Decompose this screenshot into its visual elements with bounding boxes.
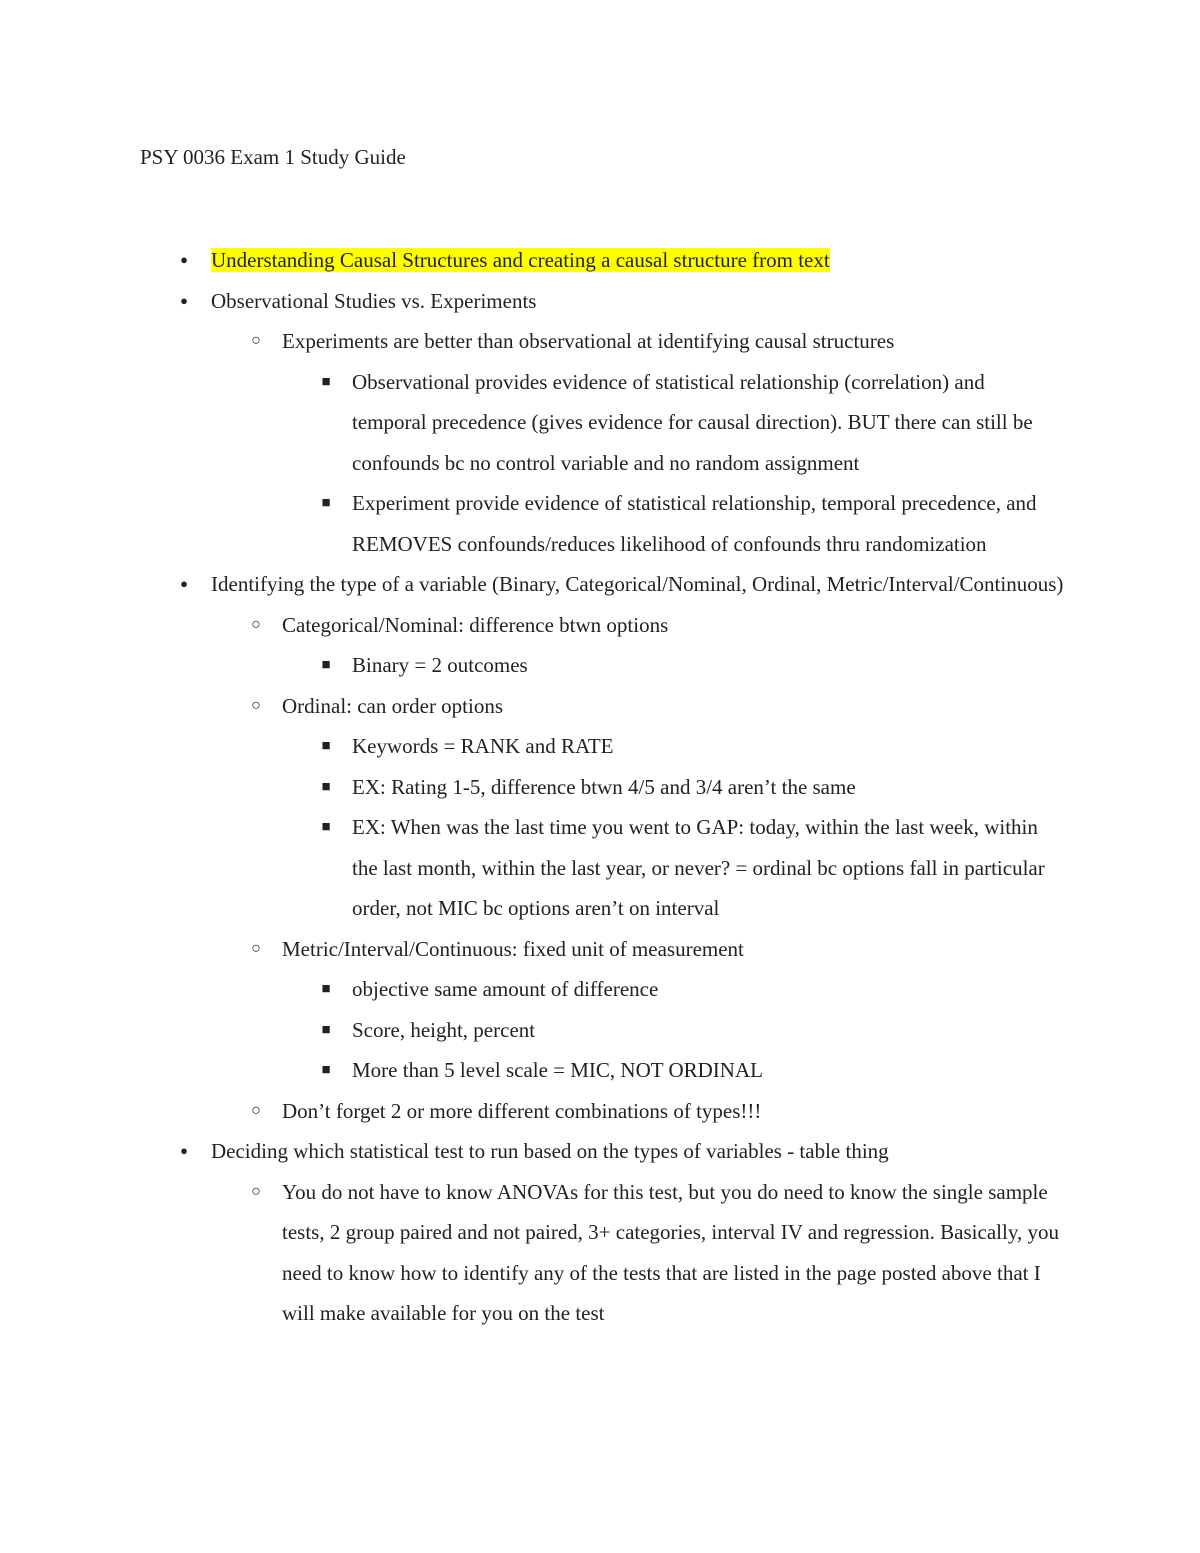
bullet-filled-circle-icon: ● (180, 292, 188, 308)
list-item-text: Deciding which statistical test to run based on the types of variables - table thing (211, 1139, 889, 1163)
list-item-text: EX: Rating 1-5, difference btwn 4/5 and 3/4 aren’t the same (352, 774, 856, 799)
bullet-hollow-circle-icon: ○ (251, 1182, 261, 1200)
list-item-metric-interval (0, 929, 1200, 970)
list-item-binary (0, 645, 1200, 686)
list-item-text: Binary = 2 outcomes (352, 653, 528, 677)
bullet-square-icon: ■ (321, 1062, 331, 1078)
list-item-level-scale (0, 1050, 1200, 1091)
list-item-text: Ordinal: can order options (282, 693, 504, 718)
bullet-square-icon: ■ (321, 1021, 331, 1038)
list-item-experiment-evidence (0, 483, 1200, 564)
bullet-hollow-circle-icon: ○ (251, 696, 261, 714)
bullet-hollow-circle-icon: ○ (251, 615, 261, 633)
list-item-ex-gap (0, 807, 1200, 929)
bullet-hollow-circle-icon: ○ (251, 332, 261, 349)
list-item-text: Keywords = RANK and RATE (352, 734, 614, 758)
bullet-square-icon: ■ (321, 657, 331, 673)
list-item-text: Observational provides evidence of statistical relationship (correlation) and temporal precedence (gives evidence for causal direction). BUT there can still be confounds bc no control variable and no random assignment (352, 369, 1033, 475)
bullet-filled-circle-icon: ● (180, 576, 188, 591)
list-item-observational-vs-experiments (0, 281, 1200, 322)
bullet-square-icon: ■ (321, 778, 331, 795)
list-item-text: Experiment provide evidence of statistical relationship, temporal precedence, and REMOVES confounds/reduces likelihood of confounds thru randomization (352, 491, 1037, 556)
list-item-keywords (0, 726, 1200, 767)
bullet-hollow-circle-icon: ○ (251, 1101, 261, 1119)
bullet-square-icon: ■ (321, 373, 331, 390)
list-item-text: Experiments are better than observational at identifying causal structures (282, 329, 895, 353)
bullet-filled-circle-icon: ● (180, 252, 188, 267)
bullet-filled-circle-icon: ● (180, 1143, 188, 1158)
list-item-text: Don’t forget 2 or more different combinations of types!!! (282, 1098, 762, 1123)
bullet-square-icon: ■ (321, 495, 331, 511)
list-item-observational-evidence (0, 362, 1200, 484)
list-item-ex-rating (0, 767, 1200, 808)
list-item-experiments-better (0, 321, 1200, 362)
list-item-text: You do not have to know ANOVAs for this test, but you do need to know the single sample tests, 2 group paired and not paired, 3+ categories, interval IV and regression. Basically, you need to know how to identify any of the tests that are listed in the page posted above that I will make available for you on the test (282, 1179, 1059, 1325)
bullet-square-icon: ■ (321, 981, 331, 997)
bullet-square-icon: ■ (321, 738, 331, 754)
list-item-statistical-test (0, 1131, 1200, 1172)
list-item-anova-note (0, 1172, 1200, 1334)
bullet-square-icon: ■ (321, 819, 331, 835)
list-item-text: Score, height, percent (352, 1017, 536, 1042)
list-item-causal-structures (0, 240, 1200, 281)
list-item-combinations (0, 1091, 1200, 1132)
list-item-text: More than 5 level scale = MIC, NOT ORDINAL (352, 1058, 763, 1082)
list-item-variable-types (0, 564, 1200, 605)
list-item-ordinal (0, 686, 1200, 727)
list-item-text: Categorical/Nominal: difference btwn options (282, 612, 669, 637)
list-item-categorical-nominal (0, 605, 1200, 646)
list-item-text: Identifying the type of a variable (Binary, Categorical/Nominal, Ordinal, Metric/Interval/Continuous) (211, 572, 1064, 596)
study-guide-list (0, 240, 1200, 1334)
list-item-objective-difference (0, 969, 1200, 1010)
document-title: PSY 0036 Exam 1 Study Guide (140, 145, 406, 169)
list-item-text: objective same amount of difference (352, 977, 659, 1001)
bullet-hollow-circle-icon: ○ (251, 939, 261, 957)
list-item-text: EX: When was the last time you went to GAP: today, within the last week, within the last month, within the last year, or never? = ordinal bc options fall in particular order, not MIC bc options aren’t on interval (352, 815, 1045, 920)
list-item-score-height (0, 1010, 1200, 1051)
highlighted-text: Understanding Causal Structures and creating a causal structure from text (211, 248, 830, 272)
list-item-text: Metric/Interval/Continuous: fixed unit of measurement (282, 936, 744, 961)
list-item-text: Observational Studies vs. Experiments (211, 288, 537, 313)
